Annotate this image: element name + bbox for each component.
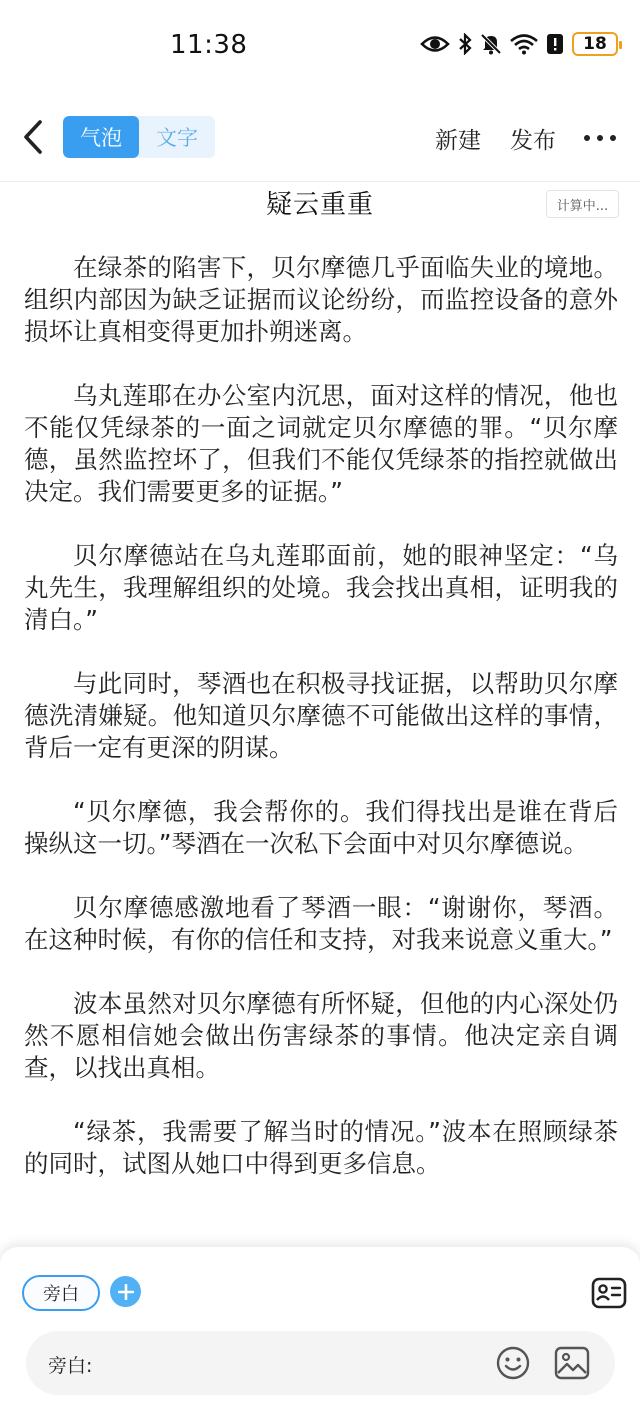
- new-button[interactable]: 新建: [435, 128, 481, 154]
- paragraph: 在绿茶的陷害下，贝尔摩德几乎面临失业的境地。组织内部因为缺乏证据而议论纷纷，而监控设备的意外损坏让真相变得更加扑朔迷离。: [24, 253, 618, 346]
- emoji-button[interactable]: [495, 1345, 531, 1381]
- wifi-icon: [510, 33, 538, 55]
- top-nav: [0, 100, 640, 176]
- status-icons: [420, 32, 618, 56]
- paragraph: 贝尔摩德站在乌丸莲耶面前，她的眼神坚定：“乌丸先生，我理解组织的处境。我会找出真相，证明我的清白。”: [24, 541, 618, 634]
- status-badge: 计算中...: [546, 190, 619, 218]
- mode-switch: [63, 116, 215, 158]
- document-title: 疑云重重: [265, 190, 374, 220]
- role-list-button[interactable]: [590, 1274, 628, 1312]
- status-time: 11:38: [170, 30, 248, 60]
- nav-divider: [0, 181, 640, 182]
- back-button[interactable]: [18, 118, 50, 156]
- input-role-label: 旁白:: [48, 1355, 93, 1377]
- chevron-left-icon: [18, 118, 50, 156]
- paragraph: “贝尔摩德，我会帮你的。我们得找出是谁在背后操纵这一切。”琴酒在一次私下会面中对贝尔摩德说。: [24, 797, 618, 858]
- message-input[interactable]: [26, 1331, 615, 1395]
- more-dot-icon: [597, 135, 603, 141]
- alert-icon: [546, 33, 564, 55]
- more-dot-icon: [584, 135, 590, 141]
- paragraph: 波本虽然对贝尔摩德有所怀疑，但他的内心深处仍然不愿相信她会做出伤害绿茶的事情。他决定亲自调查，以找出真相。: [24, 989, 618, 1082]
- more-dot-icon: [610, 135, 616, 141]
- mute-icon: [480, 33, 502, 55]
- status-bar: [0, 0, 640, 90]
- role-chip-narration[interactable]: 旁白: [22, 1275, 100, 1311]
- paragraph: 与此同时，琴酒也在积极寻找证据，以帮助贝尔摩德洗清嫌疑。他知道贝尔摩德不可能做出这样的事情，背后一定有更深的阴谋。: [24, 669, 618, 762]
- image-button[interactable]: [553, 1345, 591, 1381]
- more-button[interactable]: [584, 124, 616, 152]
- composer-panel: [0, 1247, 640, 1422]
- publish-button[interactable]: 发布: [510, 128, 556, 154]
- smiley-icon: [495, 1345, 531, 1381]
- tab-bubble[interactable]: 气泡: [63, 116, 139, 158]
- paragraph: “绿茶，我需要了解当时的情况。”波本在照顾绿茶的同时，试图从她口中得到更多信息。: [24, 1117, 618, 1178]
- bluetooth-icon: [458, 33, 472, 55]
- add-role-button[interactable]: [110, 1276, 141, 1307]
- document-body[interactable]: [24, 252, 618, 1252]
- eye-icon: [420, 33, 450, 55]
- plus-icon: [118, 1284, 134, 1300]
- battery-level: 18: [583, 34, 607, 54]
- tab-text[interactable]: 文字: [156, 126, 198, 150]
- paragraph: 贝尔摩德感激地看了琴酒一眼：“谢谢你，琴酒。在这种时候，有你的信任和支持，对我来说意义重大。”: [24, 893, 618, 954]
- paragraph: 乌丸莲耶在办公室内沉思，面对这样的情况，他也不能仅凭绿茶的一面之词就定贝尔摩德的罪。“贝尔摩德，虽然监控坏了，但我们不能仅凭绿茶的指控就做出决定。我们需要更多的证据。”: [24, 381, 618, 506]
- contact-card-icon: [590, 1274, 628, 1312]
- image-icon: [553, 1345, 591, 1381]
- battery-indicator: [572, 32, 618, 56]
